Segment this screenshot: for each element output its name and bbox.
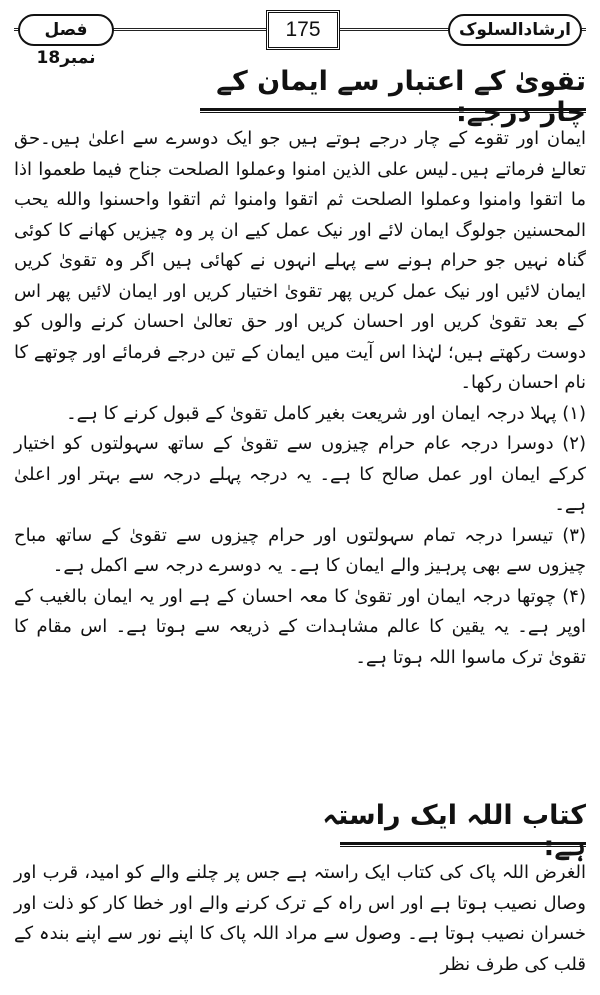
page-header	[14, 8, 586, 68]
page-number: 175	[266, 10, 340, 50]
item-label: (۲)	[562, 433, 586, 454]
chapter-label: فصل نمبر18	[18, 14, 114, 46]
section1-body	[14, 124, 586, 673]
item-text: دوسرا درجہ عام حرام چیزوں سے تقویٰ کے ساتھ سہولتوں کو اختیار کرکے ایمان اور عمل صالح کا ہے۔ یہ درجہ پہلے درجہ سے بہتر اور اعلیٰ ہے۔	[14, 433, 586, 515]
heading-underline	[340, 842, 586, 845]
list-item	[14, 399, 586, 430]
intro-paragraph: ایمان اور تقوے کے چار درجے ہوتے ہیں جو ایک دوسرے سے اعلیٰ ہیں۔حق تعالےٰ فرماتے ہیں۔لیس علی الذین امنوا وعملوا الصلحت جناح فیما طعموا اذا ما اتقوا وامنوا وعملوا الصلحت ثم اتقوا وامنوا ثم اتقوا واحسنوا والله یحب المحسنین جولوگ ایمان لائے اور نیک عمل کیے ان پر وہ چیزیں کھانے کا کوئی گناہ نہیں جو حرام ہونے سے پہلے انہوں نے کھائی ہیں اگر وہ تقویٰ کریں ایمان لائیں اور نیک عمل کریں پھر تقویٰ اختیار کریں اور ایمان لائیں پھر اس کے بعد تقویٰ کریں اور احسان کریں اور حق تعالیٰ احسان کرنے والوں کو دوست رکھتے ہیں؛ لہٰذا اس آیت میں ایمان کے تین درجے فرمائے اور چوتھے کا نام احسان رکھا۔	[14, 128, 586, 393]
item-text: پہلا درجہ ایمان اور شریعت بغیر کامل تقویٰ کے قبول کرنے کا ہے۔	[66, 402, 557, 424]
section-heading-book-path: کتاب اللہ ایک راستہ ہے:	[322, 800, 586, 862]
item-text: چوتھا درجہ ایمان اور تقویٰ کا معہ احسان کے ہے اور یہ ایمان بالغیب کے اوپر ہے۔ یہ یقین کا عالم مشاہدات کے ذریعہ سے ہوتا ہے۔ اس مقام کا تقویٰ ترک ماسوا اللہ ہوتا ہے۔	[14, 585, 586, 668]
list-item	[14, 429, 586, 521]
list-item	[14, 582, 586, 674]
heading-underline-thin	[200, 112, 586, 113]
item-text: تیسرا درجہ تمام سہولتوں اور حرام چیزوں سے تقویٰ کے ساتھ مباح چیزوں سے بھی پرہیز والے ایمان کا ہے۔ یہ دوسرے درجہ سے اکمل ہے۔	[14, 524, 586, 576]
heading-underline	[200, 108, 586, 111]
book-title: ارشادالسلوک	[448, 14, 582, 46]
section-heading-four-degrees: تقویٰ کے اعتبار سے ایمان کے چار درجے:	[216, 66, 586, 128]
item-label: (۱)	[562, 402, 586, 424]
section2-body	[14, 858, 586, 980]
section2-paragraph: الغرض اللہ پاک کی کتاب ایک راستہ ہے جس پر چلنے والے کو امید، قرب اور وصال نصیب ہوتا ہے اور اس راہ کے ترک کرنے والے اور خطا کار کو ذلت اور خسران نصیب ہوتا ہے۔ وصول سے مراد اللہ پاک کا اپنے نور سے اپنے بندہ کے قلب کی طرف نظر	[14, 862, 586, 975]
heading-underline-thin	[340, 846, 586, 847]
item-label: (۴)	[562, 585, 586, 607]
item-label: (۳)	[562, 524, 586, 546]
list-item	[14, 521, 586, 582]
